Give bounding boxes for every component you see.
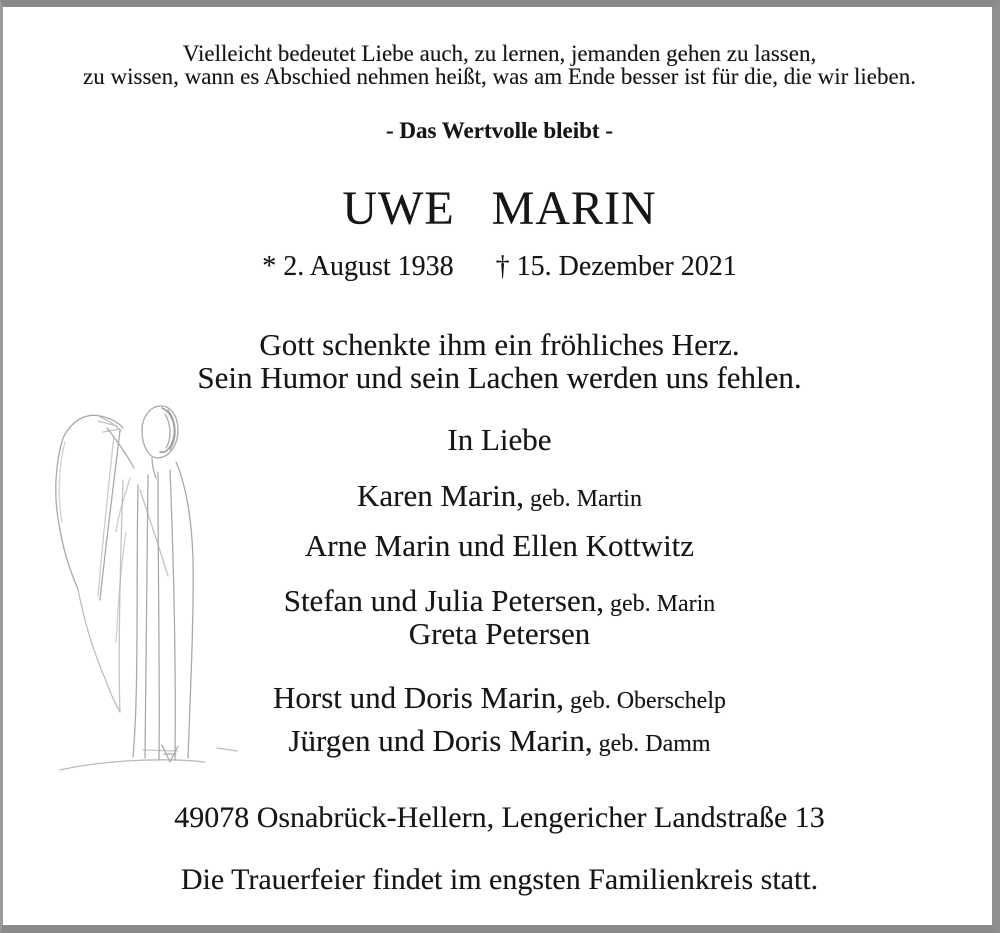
deceased-name (5, 181, 994, 236)
verse-line-1: Gott schenkte ihm ein fröhliches Herz. (259, 327, 740, 362)
epigraph-line-2: zu wissen, wann es Abschied nehmen heißt, was am Ende besser ist für die, die wir lieben. (83, 64, 916, 89)
family-member-name: Greta Petersen (408, 616, 591, 651)
address-line: 49078 Osnabrück-Hellern, Lengericher Landstraße 13 (174, 801, 825, 834)
deceased-last-name: MARIN (491, 182, 657, 235)
family-member-name: Arne Marin und Ellen Kottwitz (304, 528, 695, 563)
birth-date: * 2. August 1938 (262, 251, 454, 282)
maiden-name: geb. Oberschelp (570, 688, 726, 714)
life-dates (5, 251, 994, 283)
death-date: † 15. Dezember 2021 (495, 251, 737, 282)
motto: - Das Wertvolle bleibt - (386, 118, 613, 143)
funeral-note: Die Trauerfeier findet im engsten Familienkreis statt. (180, 863, 819, 896)
closing-phrase: In Liebe (447, 422, 552, 457)
family-member-name: Karen Marin, (357, 478, 524, 513)
maiden-name: geb. Marin (609, 591, 716, 617)
family-member-name: Stefan und Julia Petersen, (283, 583, 604, 618)
family-member-name: Jürgen und Doris Marin, (288, 723, 593, 758)
deceased-first-name: UWE (342, 182, 455, 235)
angel-sketch-icon (30, 390, 240, 790)
epigraph-line-1: Vielleicht bedeutet Liebe auch, zu lernen, jemanden gehen zu lassen, (182, 41, 817, 66)
family-member-name: Horst und Doris Marin, (273, 680, 565, 715)
maiden-name: geb. Martin (530, 486, 642, 512)
verse-line-2: Sein Humor und sein Lachen werden uns fehlen. (197, 360, 802, 395)
maiden-name: geb. Damm (598, 731, 711, 757)
